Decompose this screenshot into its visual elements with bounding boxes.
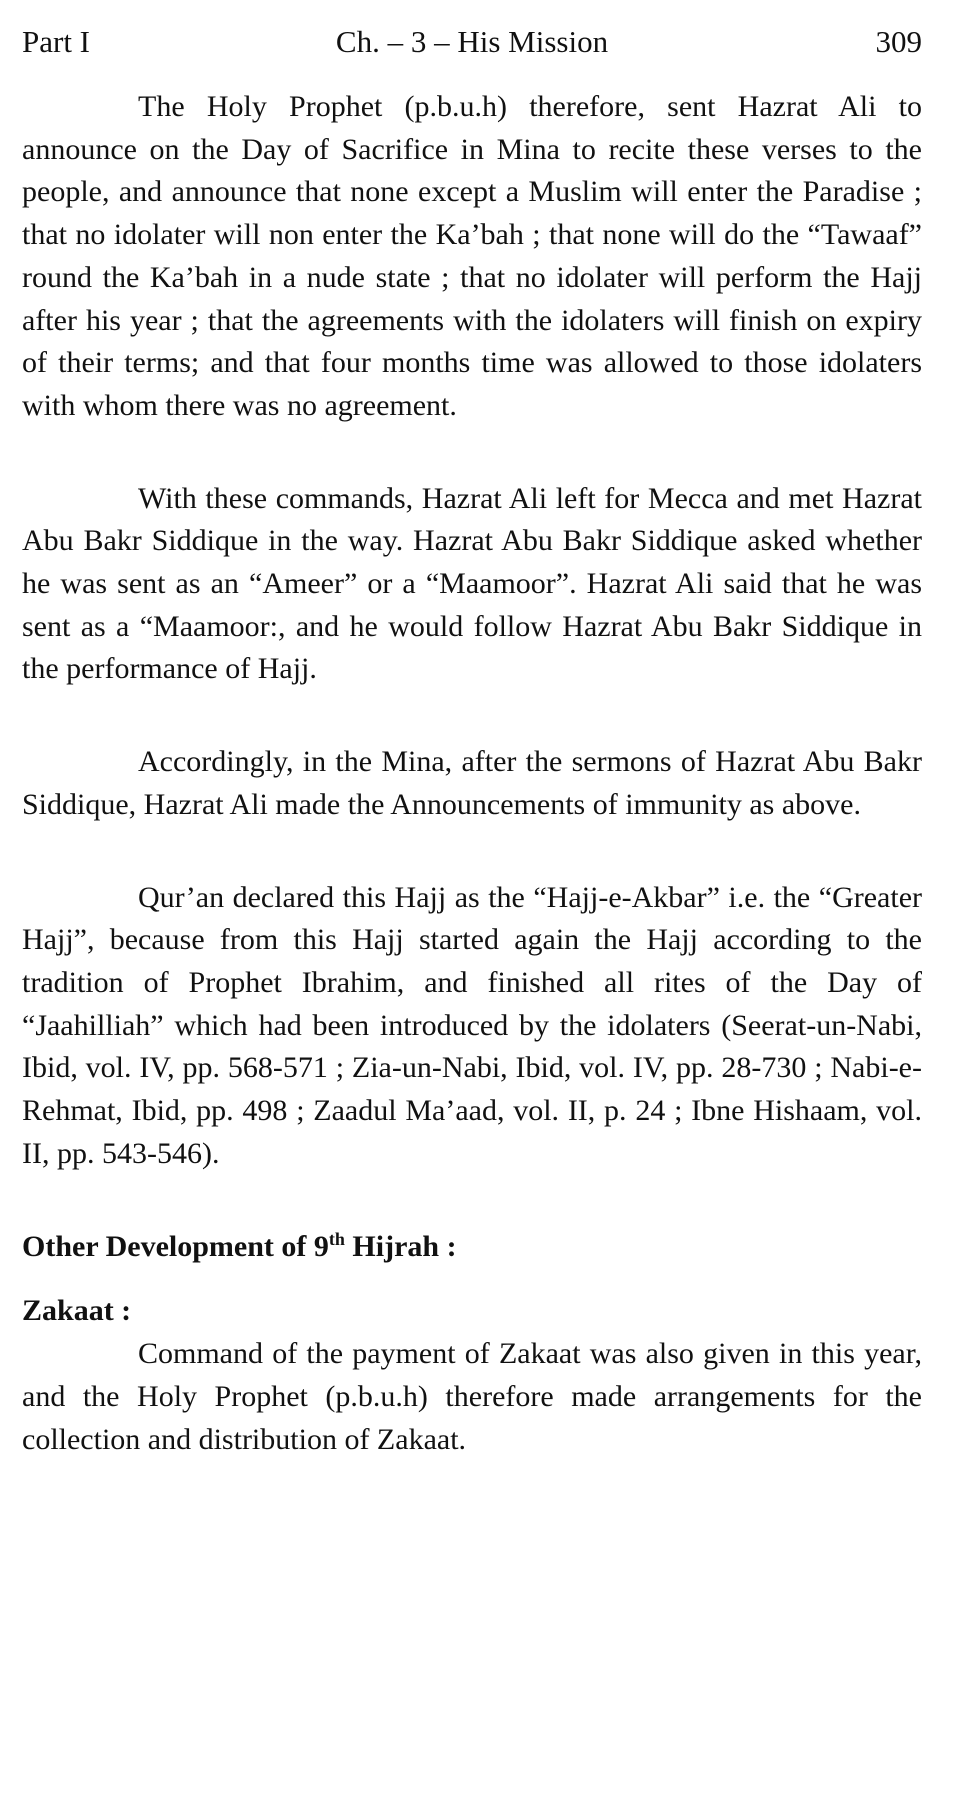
body-text: [22, 86, 922, 1462]
paragraph-hajj-e-akbar: Qur’an declared this Hajj as the “Hajj-e-Akbar” i.e. the “Greater Hajj”, because from this Hajj started again the Hajj according to the tradition of Prophet Ibrahim, and finished all rites of the Day of “Jaahilliah” which had been introduced by the idolaters (Seerat-un-Nabi, Ibid, vol. IV, pp. 568-571 ; Zia-un-Nabi, Ibid, vol. IV, pp. 28-730 ; Nabi-e-Rehmat, Ibid, pp. 498 ; Zaadul Ma’aad, vol. II, p. 24 ; Ibne Hishaam, vol. II, pp. 543-546).: [22, 880, 922, 1170]
chapter-title: Ch. – 3 – His Mission: [335, 24, 609, 59]
section-heading: [22, 1225, 922, 1269]
paragraph-zakaat: Command of the payment of Zakaat was also given in this year, and the Holy Prophet (p.b.u.h) therefore made arrangements for the collection and distribution of Zakaat.: [22, 1337, 922, 1456]
paragraph-ali-meets-abu-bakr: With these commands, Hazrat Ali left for Mecca and met Hazrat Abu Bakr Siddique in the way. Hazrat Abu Bakr Siddique asked whether he was sent as an “Ameer” or a “Maamoor”. Hazrat Ali said that he was sent as a “Maamoor:, and he would follow Hazrat Abu Bakr Siddique in the performance of Hajj.: [22, 481, 922, 686]
running-header: [22, 20, 922, 64]
document-page: [22, 20, 922, 1512]
paragraph-announcements-immunity: Accordingly, in the Mina, after the sermons of Hazrat Abu Bakr Siddique, Hazrat Ali made the Announcements of immunity as above.: [22, 745, 922, 821]
zakaat-subheading: Zakaat :: [22, 1294, 132, 1328]
page-number: 309: [875, 24, 922, 59]
section-heading-sup: th: [328, 1229, 345, 1250]
part-label: Part I: [22, 24, 91, 59]
section-heading-prefix: Other Development of 9: [22, 1230, 329, 1264]
section-heading-suffix: Hijrah :: [344, 1230, 457, 1264]
paragraph-sacrifice-announcement: The Holy Prophet (p.b.u.h) therefore, sent Hazrat Ali to announce on the Day of Sacrifice in Mina to recite these verses to the people, and announce that none except a Muslim will enter the Paradise ; that no idolater will non enter the Ka’bah ; that none will do the “Tawaaf” round the Ka’bah in a nude state ; that no idolater will perform the Hajj after his year ; that the agreements with the idolaters will finish on expiry of their terms; and that four months time was allowed to those idolaters with whom there was no agreement.: [22, 90, 922, 422]
